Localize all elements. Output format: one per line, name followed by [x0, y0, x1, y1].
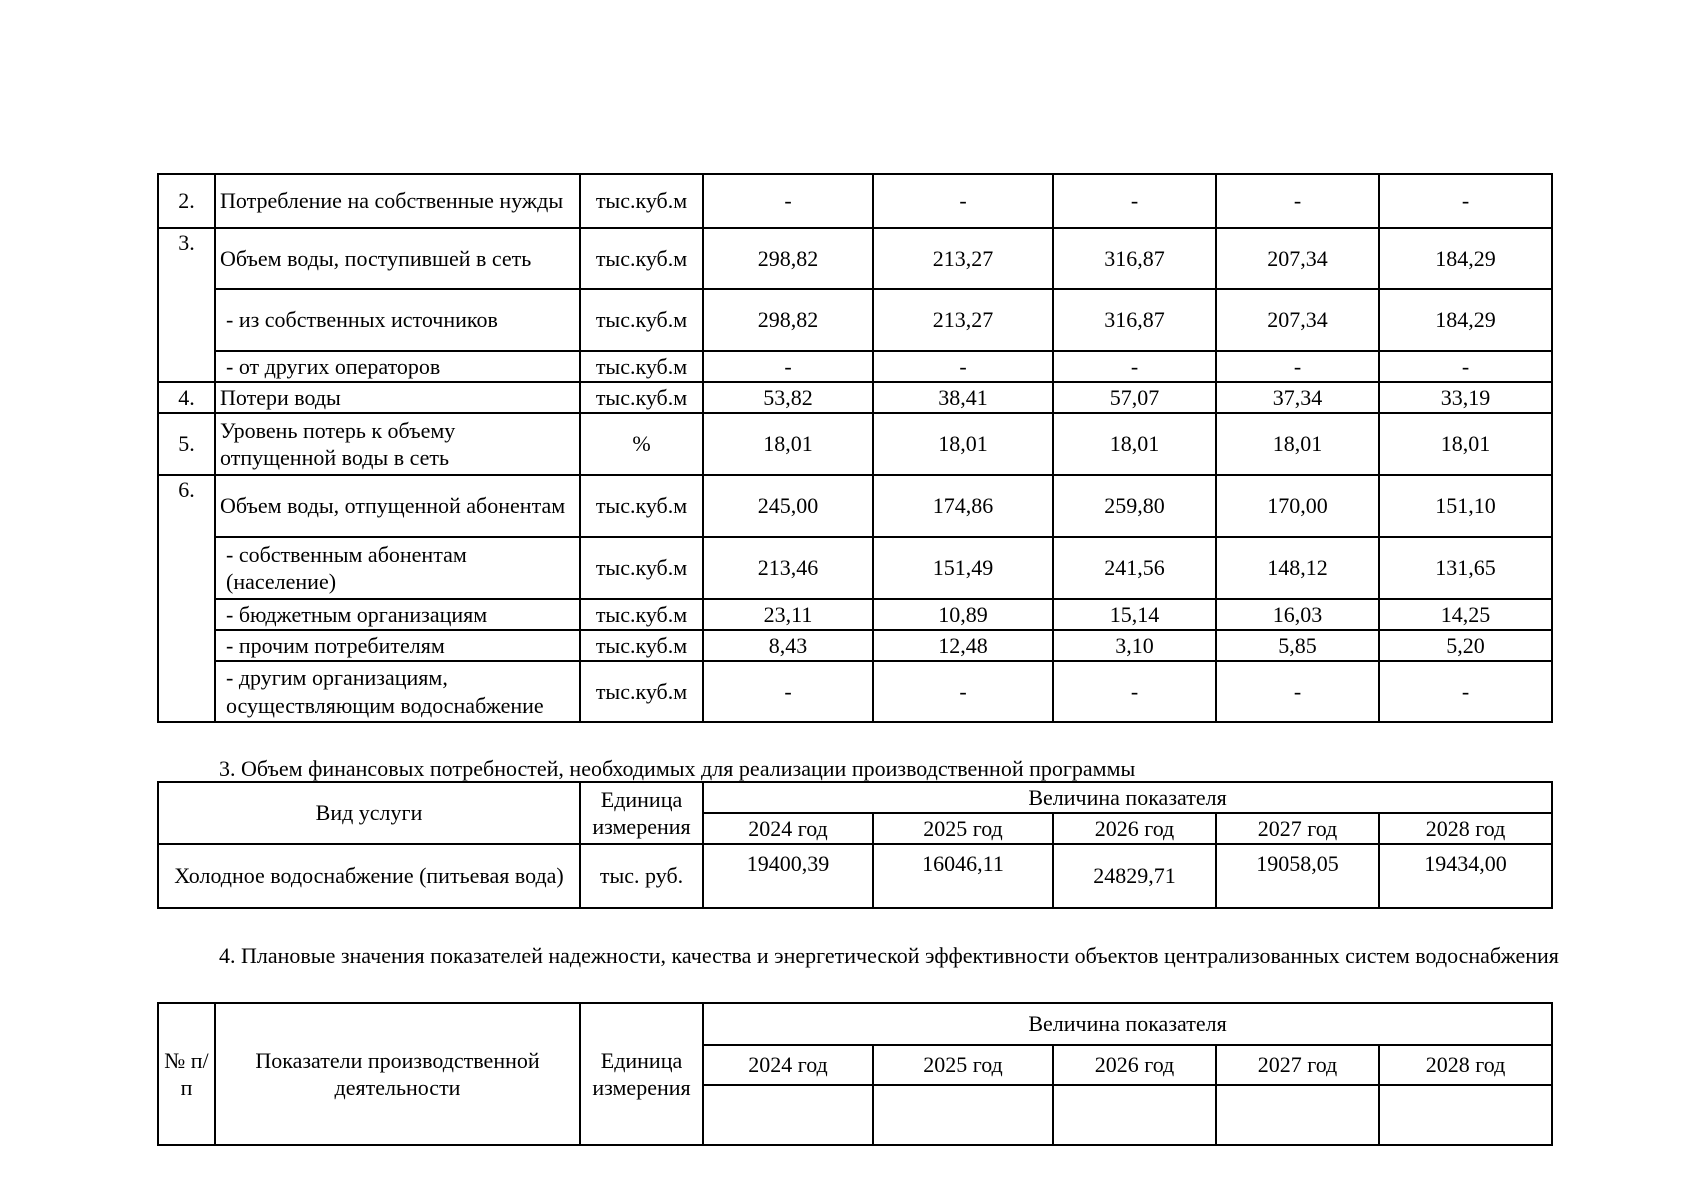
row-name: - прочим потребителям — [215, 630, 580, 661]
service-header: Вид услуги — [158, 782, 580, 844]
year-2028-header: 2028 год — [1379, 1045, 1552, 1085]
row-number: 6. — [158, 475, 215, 722]
value-2026: - — [1053, 174, 1216, 228]
water-volume-table — [157, 173, 1553, 723]
value-2025: 174,86 — [873, 475, 1053, 537]
value-2025: 38,41 — [873, 382, 1053, 413]
year-2027-header: 2027 год — [1216, 813, 1379, 844]
year-2026-header: 2026 год — [1053, 1045, 1216, 1085]
year-2025-header: 2025 год — [873, 813, 1053, 844]
reliability-indicators-table — [157, 1002, 1553, 1146]
row-number: 4. — [158, 382, 215, 413]
value-2027: - — [1216, 661, 1379, 722]
value-2026: 24829,71 — [1053, 844, 1216, 908]
value-2028: 184,29 — [1379, 289, 1552, 351]
value-2025: 18,01 — [873, 413, 1053, 475]
value-2026: 316,87 — [1053, 289, 1216, 351]
value-2027: 170,00 — [1216, 475, 1379, 537]
value-2026: 3,10 — [1053, 630, 1216, 661]
row-name: - другим организациям, осуществляющим водоснабжение — [215, 661, 580, 722]
row-unit: % — [580, 413, 703, 475]
table-row — [158, 630, 1552, 661]
unit-header: Единица измерения — [580, 782, 703, 844]
row-name: Потребление на собственные нужды — [215, 174, 580, 228]
value-2024: 53,82 — [703, 382, 873, 413]
table-row — [158, 661, 1552, 722]
row-unit: тыс.куб.м — [580, 475, 703, 537]
row-unit: тыс.куб.м — [580, 382, 703, 413]
value-2028: 131,65 — [1379, 537, 1552, 599]
value-2026: 241,56 — [1053, 537, 1216, 599]
value-2025: 10,89 — [873, 599, 1053, 630]
row-number: 2. — [158, 174, 215, 228]
value-2026: 259,80 — [1053, 475, 1216, 537]
value-2028: 19434,00 — [1424, 851, 1507, 877]
empty-cell — [1216, 1085, 1379, 1145]
value-2024: 19400,39 — [746, 851, 830, 877]
value-2028: - — [1379, 174, 1552, 228]
value-2028: 33,19 — [1379, 382, 1552, 413]
year-2028-header: 2028 год — [1379, 813, 1552, 844]
row-name: - из собственных источников — [215, 289, 580, 351]
empty-cell — [873, 1085, 1053, 1145]
table-row — [158, 537, 1552, 599]
section-3-heading: 3. Объем финансовых потребностей, необходимых для реализации производственной программы — [219, 756, 1136, 781]
value-2024: 18,01 — [703, 413, 873, 475]
value-2025: 151,49 — [873, 537, 1053, 599]
row-unit: тыс.куб.м — [580, 661, 703, 722]
section-4-heading: 4. Плановые значения показателей надежности, качества и энергетической эффективности объектов централизованных систем водоснабжения — [219, 943, 1559, 968]
row-name: Объем воды, поступившей в сеть — [215, 228, 580, 289]
row-unit: тыс.куб.м — [580, 351, 703, 382]
value-2027: 5,85 — [1216, 630, 1379, 661]
table-header-row — [158, 782, 1552, 813]
unit-header: Единица измерения — [580, 1003, 703, 1145]
value-2024: - — [703, 351, 873, 382]
value-2027: - — [1216, 351, 1379, 382]
year-2025-header: 2025 год — [873, 1045, 1053, 1085]
table-row — [158, 413, 1552, 475]
row-unit: тыс.куб.м — [580, 599, 703, 630]
number-header: № п/п — [158, 1003, 215, 1145]
value-2028: 5,20 — [1379, 630, 1552, 661]
value-2025: 213,27 — [873, 228, 1053, 289]
row-unit: тыс.куб.м — [580, 289, 703, 351]
table-row — [158, 599, 1552, 630]
table-row — [158, 351, 1552, 382]
table-row — [158, 174, 1552, 228]
value-2024: 23,11 — [703, 599, 873, 630]
value-2028: 18,01 — [1379, 413, 1552, 475]
value-2026: - — [1053, 661, 1216, 722]
value-2027: 18,01 — [1216, 413, 1379, 475]
table-row — [158, 475, 1552, 537]
value-2026: 316,87 — [1053, 228, 1216, 289]
value-header: Величина показателя — [703, 782, 1552, 813]
service-unit: тыс. руб. — [580, 844, 703, 908]
year-2027-header: 2027 год — [1216, 1045, 1379, 1085]
value-2027: 207,34 — [1216, 228, 1379, 289]
value-2028: 14,25 — [1379, 599, 1552, 630]
value-2025: 12,48 — [873, 630, 1053, 661]
value-2025: 16046,11 — [922, 851, 1004, 877]
empty-cell — [1053, 1085, 1216, 1145]
value-2026: - — [1053, 351, 1216, 382]
row-name: Уровень потерь к объему отпущенной воды в сеть — [215, 413, 580, 475]
table-header-row — [158, 1003, 1552, 1045]
row-unit: тыс.куб.м — [580, 228, 703, 289]
value-2028: 151,10 — [1379, 475, 1552, 537]
value-2027: 148,12 — [1216, 537, 1379, 599]
value-2027: 37,34 — [1216, 382, 1379, 413]
value-2027: 207,34 — [1216, 289, 1379, 351]
empty-cell — [703, 1085, 873, 1145]
value-2026: 18,01 — [1053, 413, 1216, 475]
table-row — [158, 844, 1552, 908]
value-2028: - — [1379, 351, 1552, 382]
value-2026: 57,07 — [1053, 382, 1216, 413]
value-2025: 213,27 — [873, 289, 1053, 351]
row-name: Объем воды, отпущенной абонентам — [215, 475, 580, 537]
value-2024: 298,82 — [703, 228, 873, 289]
value-2027: 19058,05 — [1256, 851, 1339, 877]
value-2025: - — [873, 661, 1053, 722]
value-2027: - — [1216, 174, 1379, 228]
row-number: 3. — [158, 228, 215, 382]
value-2028: 184,29 — [1379, 228, 1552, 289]
value-2024: 8,43 — [703, 630, 873, 661]
value-2024: 298,82 — [703, 289, 873, 351]
table-row — [158, 382, 1552, 413]
value-2026: 15,14 — [1053, 599, 1216, 630]
financial-needs-table — [157, 781, 1553, 909]
value-2024: - — [703, 174, 873, 228]
row-name: - бюджетным организациям — [215, 599, 580, 630]
year-2024-header: 2024 год — [703, 813, 873, 844]
row-name: - от других операторов — [215, 351, 580, 382]
value-2028: - — [1379, 661, 1552, 722]
service-name: Холодное водоснабжение (питьевая вода) — [158, 844, 580, 908]
value-2024: 245,00 — [703, 475, 873, 537]
value-2025: - — [873, 351, 1053, 382]
row-unit: тыс.куб.м — [580, 537, 703, 599]
value-2024: - — [703, 661, 873, 722]
value-2027: 16,03 — [1216, 599, 1379, 630]
year-2024-header: 2024 год — [703, 1045, 873, 1085]
row-unit: тыс.куб.м — [580, 174, 703, 228]
row-unit: тыс.куб.м — [580, 630, 703, 661]
value-header: Величина показателя — [703, 1003, 1552, 1045]
row-name: Потери воды — [215, 382, 580, 413]
table-row — [158, 228, 1552, 289]
value-2025: - — [873, 174, 1053, 228]
row-name: - собственным абонентам (население) — [215, 537, 580, 599]
table-row — [158, 289, 1552, 351]
year-2026-header: 2026 год — [1053, 813, 1216, 844]
row-number: 5. — [158, 413, 215, 475]
indicator-header: Показатели производственной деятельности — [215, 1003, 580, 1145]
value-2024: 213,46 — [703, 537, 873, 599]
empty-cell — [1379, 1085, 1552, 1145]
